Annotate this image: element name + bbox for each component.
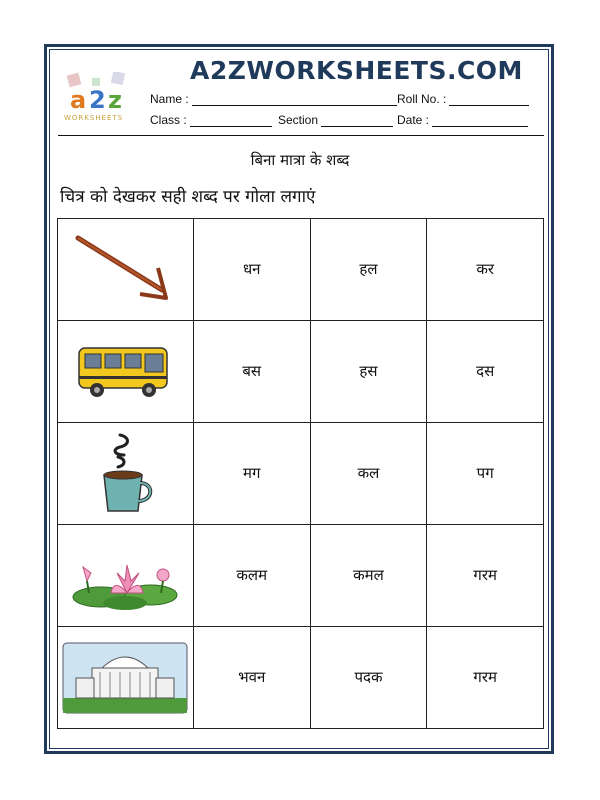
option-word: गरम [473, 566, 497, 584]
name-line [192, 94, 397, 106]
option-word: गरम [473, 668, 497, 686]
option-word: कमल [353, 566, 384, 584]
roll-label: Roll No. : [397, 92, 447, 106]
option-word: मग [243, 464, 261, 482]
option-word: धन [242, 260, 261, 278]
option-cell[interactable] [310, 423, 427, 525]
answer-table [57, 218, 544, 729]
section-line [321, 115, 393, 127]
option-cell[interactable] [427, 219, 544, 321]
option-word: कलम [236, 566, 268, 584]
picture-cell [58, 219, 194, 321]
option-cell[interactable] [427, 525, 544, 627]
table-row [58, 525, 544, 627]
option-cell[interactable] [193, 423, 310, 525]
option-word: भवन [238, 668, 266, 686]
option-cell[interactable] [193, 627, 310, 729]
mug-icon [90, 431, 160, 517]
svg-text:a: a [70, 86, 87, 114]
section-field [278, 113, 393, 127]
picture-cell [58, 525, 194, 627]
option-cell[interactable] [310, 525, 427, 627]
name-field [150, 92, 397, 106]
header-divider [58, 135, 544, 136]
picture-cell [58, 423, 194, 525]
class-label: Class : [150, 113, 187, 127]
lotus-icon [65, 541, 185, 611]
date-field [397, 113, 528, 127]
option-cell[interactable] [310, 627, 427, 729]
option-cell[interactable] [193, 219, 310, 321]
option-word: दस [476, 362, 495, 380]
logo-subtext: WORKSHEETS [64, 114, 124, 122]
option-word: बस [242, 362, 262, 380]
logo [62, 72, 140, 124]
option-word: कर [476, 260, 494, 278]
option-cell[interactable] [427, 627, 544, 729]
option-cell[interactable] [310, 219, 427, 321]
class-field [150, 113, 272, 127]
section-label: Section [278, 113, 319, 127]
site-title: A2ZWORKSHEETS.COM [190, 56, 523, 85]
date-label: Date : [397, 113, 430, 127]
worksheet-subtitle: बिना मात्रा के शब्द [250, 151, 350, 169]
option-cell[interactable] [427, 321, 544, 423]
class-line [190, 115, 272, 127]
table-row [58, 423, 544, 525]
option-cell[interactable] [193, 525, 310, 627]
svg-text:z: z [108, 86, 122, 114]
option-cell[interactable] [310, 321, 427, 423]
worksheet-instruction: चित्र को देखकर सही शब्द पर गोला लगाएं [60, 187, 316, 207]
option-word: पदक [354, 668, 383, 686]
option-cell[interactable] [193, 321, 310, 423]
arrow-icon [70, 230, 180, 310]
bus-icon [75, 340, 175, 404]
option-word: हल [359, 260, 378, 278]
option-word: हस [359, 362, 378, 380]
option-word: पग [476, 464, 494, 482]
name-label: Name : [150, 92, 189, 106]
option-cell[interactable] [427, 423, 544, 525]
table-row [58, 321, 544, 423]
picture-cell [58, 321, 194, 423]
logo-icon [62, 72, 140, 124]
building-icon [62, 642, 188, 714]
table-row [58, 219, 544, 321]
table-row [58, 627, 544, 729]
picture-cell [58, 627, 194, 729]
svg-text:2: 2 [89, 86, 106, 114]
option-word: कल [357, 464, 380, 482]
roll-field [397, 92, 529, 106]
date-line [432, 115, 528, 127]
roll-line [449, 94, 529, 106]
